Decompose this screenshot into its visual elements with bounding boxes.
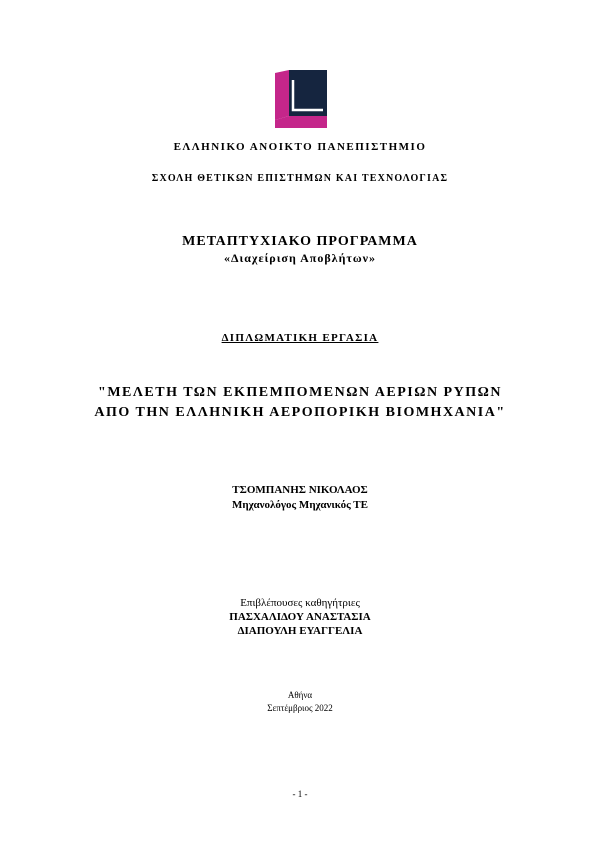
author-name: ΤΣΟΜΠΑΝΗΣ ΝΙΚΟΛΑΟΣ	[232, 484, 368, 496]
supervisors-label: Επιβλέπουσες καθηγήτριες	[240, 597, 360, 609]
thesis-title-line-2: ΑΠΟ ΤΗΝ ΕΛΛΗΝΙΚΗ ΑΕΡΟΠΟΡΙΚΗ ΒΙΟΜΗΧΑΝΙΑ"	[94, 405, 506, 420]
date: Σεπτέμβριος 2022	[267, 703, 333, 713]
supervisor-name: ΠΑΣΧΑΛΙΔΟΥ ΑΝΑΣΤΑΣΙΑ	[229, 611, 371, 623]
program-title: ΜΕΤΑΠΤΥΧΙΑΚΟ ΠΡΟΓΡΑΜΜΑ	[182, 234, 418, 249]
supervisor-name: ΔΙΑΠΟΥΛΗ ΕΥΑΓΓΕΛΙΑ	[237, 625, 363, 637]
page-number: - 1 -	[292, 789, 308, 799]
thesis-label: ΔΙΠΛΩΜΑΤΙΚΗ ΕΡΓΑΣΙΑ	[221, 332, 379, 344]
school-name: ΣΧΟΛΗ ΘΕΤΙΚΩΝ ΕΠΙΣΤΗΜΩΝ ΚΑΙ ΤΕΧΝΟΛΟΓΙΑΣ	[151, 173, 449, 184]
university-logo-icon	[275, 70, 327, 128]
author-role: Μηχανολόγος Μηχανικός ΤΕ	[232, 499, 368, 511]
city: Αθήνα	[287, 690, 313, 700]
university-name: ΕΛΛΗΝΙΚΟ ΑΝΟΙΚΤΟ ΠΑΝΕΠΙΣΤΗΜΙΟ	[173, 141, 427, 153]
thesis-title-line-1: "ΜΕΛΕΤΗ ΤΩΝ ΕΚΠΕΜΠΟΜΕΝΩΝ ΑΕΡΙΩΝ ΡΥΠΩΝ	[98, 385, 502, 400]
program-subtitle: «Διαχείριση Αποβλήτων»	[223, 251, 377, 265]
